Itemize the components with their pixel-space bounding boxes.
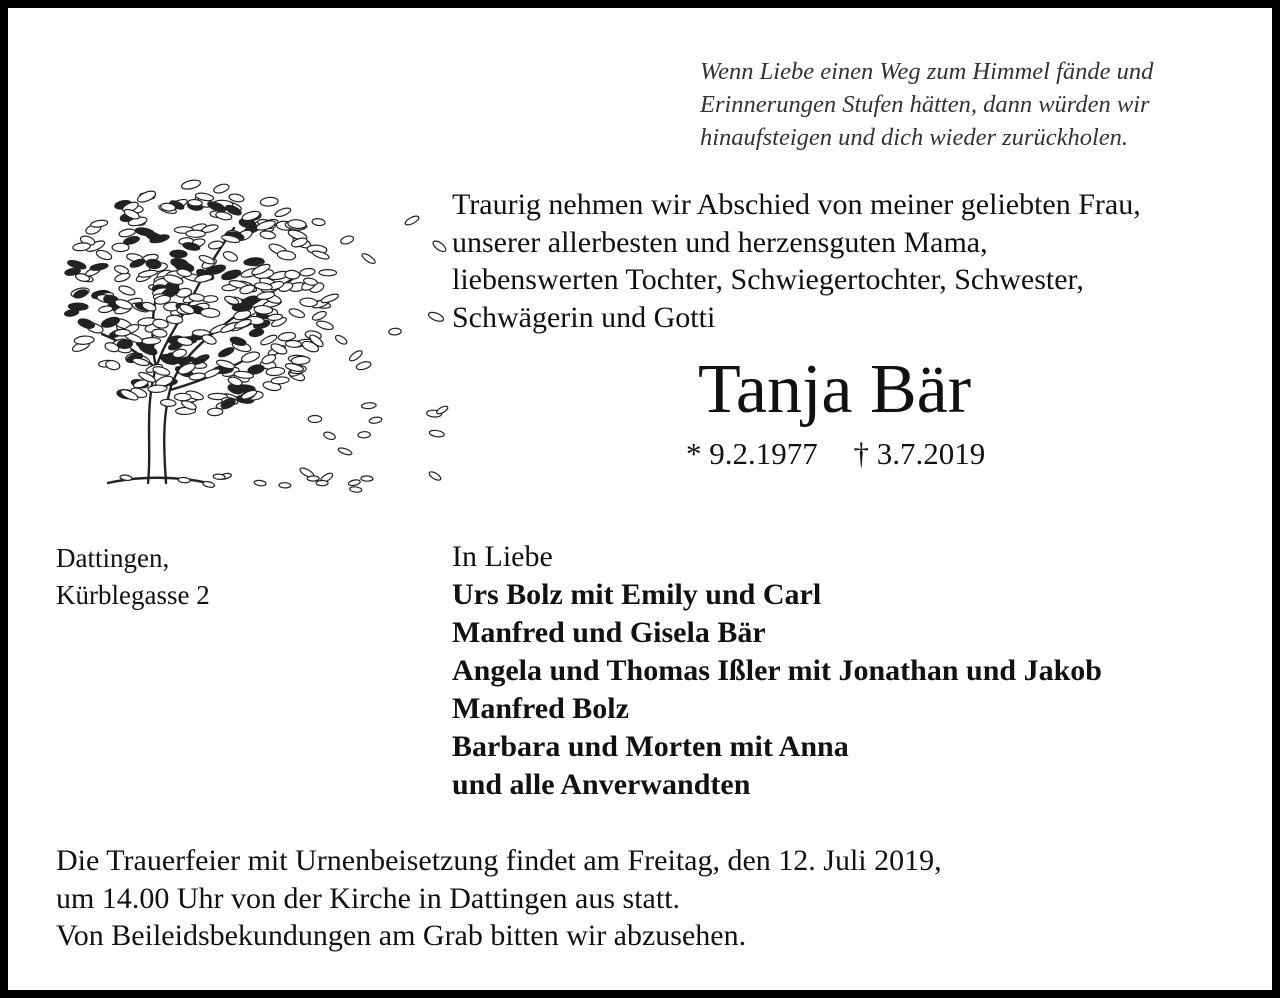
quote-line: Wenn Liebe einen Weg zum Himmel fände und xyxy=(700,58,1154,85)
leaf xyxy=(98,305,113,313)
leaf xyxy=(260,230,276,239)
memorial-quote xyxy=(700,55,1260,154)
leaf xyxy=(222,250,239,263)
leaf xyxy=(285,340,301,348)
leaf xyxy=(202,481,215,489)
ceremony-info xyxy=(56,842,1256,955)
leaf xyxy=(288,307,306,319)
leaf xyxy=(279,482,291,488)
leaf xyxy=(145,259,161,270)
leaf xyxy=(311,310,327,322)
leaf xyxy=(249,328,264,338)
leaf xyxy=(77,317,95,330)
leaf xyxy=(240,350,260,364)
intro-line: liebenswerten Tochter, Schwiegertochter, Schwester, xyxy=(452,263,1084,296)
leaf xyxy=(358,431,371,438)
leaf xyxy=(299,268,315,277)
leaf xyxy=(404,214,420,226)
leaf xyxy=(369,416,383,424)
leaf xyxy=(138,269,158,278)
intro-line: Schwägerin und Gotti xyxy=(452,300,716,334)
leaf xyxy=(300,298,318,308)
quote-line: Erinnerungen Stufen hätten, dann würden wir xyxy=(700,91,1150,118)
leaf xyxy=(320,292,339,304)
leaf xyxy=(148,385,167,393)
deceased-name: Tanja Bär xyxy=(698,351,972,428)
mourners-list xyxy=(452,538,1252,804)
leaf xyxy=(232,303,252,311)
leaf xyxy=(213,183,230,195)
leaf xyxy=(178,477,190,483)
leaf xyxy=(361,402,376,409)
leaf xyxy=(170,257,189,269)
intro-text xyxy=(452,186,1252,336)
leaf xyxy=(181,179,202,191)
address-block xyxy=(56,540,210,614)
leaf xyxy=(361,252,377,265)
leaf xyxy=(186,230,206,238)
mourner-entry: und alle Anverwandten xyxy=(452,768,751,801)
leaf xyxy=(201,333,218,346)
leaf xyxy=(202,295,217,302)
mourner-entry: Angela und Thomas Ißler mit Jonathan und Jakob xyxy=(452,654,1102,687)
leaf xyxy=(200,308,220,318)
leaf xyxy=(112,243,129,251)
windblown-tree-icon xyxy=(48,158,458,503)
intro-line: Traurig nehmen wir Abschied von meiner geliebten Frau, xyxy=(452,188,1141,221)
leaf xyxy=(166,315,183,325)
leaf xyxy=(285,270,300,280)
leaf xyxy=(260,197,278,207)
death-date: † 3.7.2019 xyxy=(853,436,986,471)
leaf xyxy=(338,447,353,457)
ceremony-line: um 14.00 Uhr von der Kirche in Dattingen aus statt. xyxy=(56,881,681,915)
leaf xyxy=(348,479,361,486)
leaf xyxy=(316,481,328,486)
leaf xyxy=(228,193,244,203)
leaf xyxy=(207,408,223,416)
leaf xyxy=(291,356,310,365)
leaf xyxy=(312,218,326,226)
leaf xyxy=(152,328,168,338)
leaf xyxy=(68,303,88,311)
leaf xyxy=(316,319,335,331)
leaf xyxy=(95,249,113,262)
mourner-entry: Barbara und Morten mit Anna xyxy=(452,730,849,763)
leaf xyxy=(323,431,336,441)
leaf xyxy=(429,429,445,437)
mourner-entry: Manfred Bolz xyxy=(452,692,629,725)
quote-line: hinaufsteigen und dich wieder zurückholen. xyxy=(700,124,1128,151)
leaf xyxy=(213,474,225,480)
leaf xyxy=(136,189,157,204)
leaf xyxy=(431,239,447,254)
leaf xyxy=(307,476,319,481)
intro-line: unserer allerbesten und herzensguten Mama, xyxy=(452,225,988,259)
mourners-lead: In Liebe xyxy=(452,540,553,573)
leaf xyxy=(117,339,133,349)
leaf xyxy=(105,359,121,371)
mourner-entry: Urs Bolz mit Emily und Carl xyxy=(452,578,822,611)
birth-date: * 9.2.1977 xyxy=(686,436,818,471)
leaf xyxy=(340,235,355,246)
leaf xyxy=(361,476,373,482)
leaf xyxy=(389,328,402,335)
leaf xyxy=(254,480,267,487)
leaf xyxy=(271,376,290,384)
leaf xyxy=(160,399,176,407)
leaf xyxy=(114,329,130,336)
leaf xyxy=(308,416,322,423)
mourner-entry: Manfred und Gisela Bär xyxy=(452,616,766,649)
tree-leaves xyxy=(64,179,449,493)
leaf xyxy=(114,264,130,275)
leaf xyxy=(355,360,371,371)
leaf xyxy=(427,311,444,324)
ceremony-line: Die Trauerfeier mit Urnenbeisetzung findet am Freitag, den 12. Juli 2019, xyxy=(56,844,942,877)
leaf xyxy=(428,470,442,482)
ceremony-line: Von Beileidsbekundungen am Grab bitten wir abzusehen. xyxy=(56,919,747,952)
leaf xyxy=(174,393,191,401)
leaf xyxy=(90,262,109,271)
life-dates xyxy=(686,434,985,474)
leaf xyxy=(274,206,292,218)
leaf xyxy=(217,346,235,359)
leaf xyxy=(118,284,136,297)
leaf xyxy=(349,486,361,492)
leaf xyxy=(74,335,94,345)
address-line: Kürblegasse 2 xyxy=(56,580,210,610)
leaf xyxy=(202,367,221,380)
leaf xyxy=(334,334,348,346)
address-line: Dattingen, xyxy=(56,543,170,573)
leaf xyxy=(188,199,203,206)
leaf xyxy=(170,250,187,258)
leaf xyxy=(90,219,108,228)
leaf xyxy=(319,269,337,276)
leaf xyxy=(277,250,296,261)
leaf xyxy=(348,349,364,363)
